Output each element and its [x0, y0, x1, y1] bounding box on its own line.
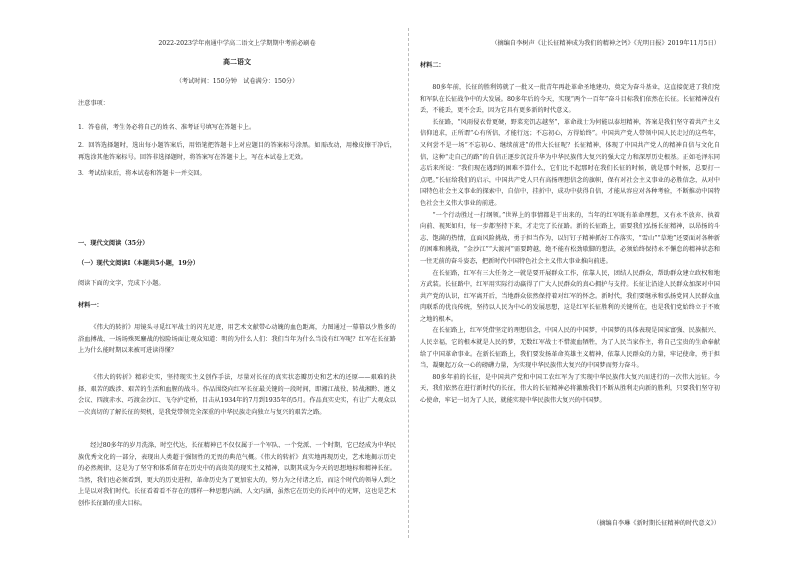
material2-paragraph-1: 80多年前，长征的胜利铸就了一批又一批青年再赴革命圣地建功，奠定为奋斗基业，这直接促进了我们党和军队在长征战争中的大发展。80多年后的今天，实现“两个一百年”奋斗目标我们依然在长征。长征精神没有丢，不能丢，更不会丢，因为它具有更多新的时代意义。 — [420, 84, 720, 115]
material1-paragraph-2: 《伟大的转折》精彩史实，坚持现实主义创作手法，尽量对长征的真实状态瓣历史和艺术的还原——艰难的抉择、艰苦的跋涉、艰苦的生活和血腥的战斗。作品围绕向红军长征最关键的一段时间，即湘江战役、转战湘黔、遵义会议、四渡赤水、巧渡金沙江、飞夺泸定桥，目击从1934年的7月到1935年的5月。作品真实史实，有让广大观众以一次真切的了解长征的契机，是我党带领完全深重的中华民族走向独立与复兴的艰苦之路。 — [78, 374, 396, 416]
note-2: 2．回答选择题时，选出每小题答案后，用铅笔把答题卡上对应题目的答案标号涂黑。如需改动，用橡皮擦干净后，再选涂其他答案标号。回答非选择题时，将答案写在答题卡上，写在本试卷上无效。 — [78, 142, 396, 161]
exam-header: 2022-2023学年南通中学高二语文上学期期中考前必刷卷 — [158, 40, 316, 47]
material2-paragraph-2: 长征路，“风雨侵衣骨更硬，野菜充饥志越坚”，革命战士为何能以泰坦精神，答案是我们坚守着共产主义信仰追求，正所谓“心有所信，才能行远；不忘初心，方得始终”。中国共产党人带领中国人民走过的这些年，又何尝不是一场“不忘初心、继续前进”的伟大长征呢？长征精神，体现了中国共产党人的精神自信与文化自信，这种“走自己的路”的自信正逐步沉淀升华为中华民族伟大复兴的强大定力和深厚历史根基。正如毛泽东同志后来所说：“我们现在遇到的困难不算什么，它们比不起那时在我们长征的时候，就是那个时候，总要打一点吧。”长征给我们的启示，中国共产党人只有高扬理想信念的旗帜，保有对社会主义事业的必胜信念，从对中国特色社会主义事业的探索中，自信中，挂折中，成功中获得自信，才能从容应对各种考验，不断推动中国特色社会主义伟大事业的前进。 — [420, 118, 720, 207]
material1-title: 材料一： — [78, 302, 103, 309]
material2-paragraph-6: 80多年前的长征，是中国共产党和中国工农红军为了实现中华民族伟大复兴而进行的一次伟大远征。今天，我们依然在进行新时代的长征，伟大的长征精神必将激励我们不断从胜利走向新的胜利，只要我们坚守初心使命，牢记一切为了人民，就能实现中华民族伟大复兴的中国梦。 — [420, 373, 720, 405]
source-citation-top: （摘编自李树声《让长征精神成为我们的精神之钙》《光明日报》2019年11月5日） — [491, 40, 720, 47]
instruction: 阅读下面的文字，完成下小题。 — [78, 280, 165, 287]
subsection-heading: （一）现代文阅读Ⅰ（本题共5小题，19分） — [78, 260, 199, 267]
exam-info: （考试时间：150分钟 试卷满分：150分） — [175, 78, 299, 85]
material2-title: 材料二： — [420, 62, 445, 69]
material2-paragraph-3: “一个行动胜过一打纲领。”世界上的事情都是干出来的，当年的红军既有革命理想，又有永不放弃、执着向前、视死如归，每一步都坚持下来，才走完了长征路。新的长征路上，需要我们弘扬长征精神，以昂扬的斗志、饱满的热情，直面风险挑战，勇于担当作为，以钉钉子精神抓好工作落实，“雪山”“草地”还要面对各种新的困难和挑战，“金沙江”“大渡河”需要跨越，绝不能有松劲歇脚的想法，必须始终保持永不懈怠的精神状态和一往无前的奋斗姿态，把新时代中国特色社会主义伟大事业推向前进。 — [420, 211, 720, 265]
note-1: 1．答卷前，考生务必将自己的姓名、准考证号填写在答题卡上。 — [78, 124, 256, 131]
section-heading: 一、现代文阅读（35分） — [78, 240, 149, 247]
left-column — [78, 0, 396, 562]
source-citation-bottom: （摘编自李琳《新时期长征精神的时代意义》） — [593, 520, 720, 527]
page-title: 高二语文 — [223, 57, 251, 66]
column-divider — [408, 28, 409, 538]
material1-paragraph-1: 《伟大的转折》用镜头寻觅红军战士的闪光足迹，用艺术文献带心动魄的血色距离，力图通过一幕幕以少胜多的浴血搏战、一场场殊死鏖战的惊险场面让观众知道：明的为什么人们：我们当年为什么当没有红军呢？红军在长征路上为什么能时期以来被可进读得懂？ — [78, 324, 396, 355]
right-column — [420, 0, 720, 562]
material2-paragraph-4: 在长征路，红军有三大任务之一就是要开展群众工作，依靠人民，团结人民群众，帮助群众建立政权和地方武装。长征路中，红军用实际行动赢得了广大人民群众的真心拥护与支持。长征让沿途人民群众加深对中国共产党的认识，红军离开后，当地群众依然保持着对红军的怀念。新时代，我们要继承和弘扬党同人民群众血肉联系的优良传统，坚持以人民为中心的发展思想，这是红军长征胜利的关键所在，也是我们党始终立于不败之地的根本。 — [420, 269, 720, 323]
note-3: 3．考试结束后，将本试卷和答题卡一并交回。 — [78, 170, 206, 177]
material2-paragraph-5: 在长征路上，红军凭借坚定的理想信念，中国人民的中国梦，中国梦的具体表现是国家富强、民族振兴、人民幸福，它的根本就是人民的梦，无数红军战士不惜流血牺牲，为了人民当家作主，将自己宝贵的生命奉献给了中国革命事业。在新长征路上，我们要发扬革命英雄主义精神，依靠人民群众的力量，牢记使命，勇于担当，凝聚起万众一心的磅礴力量，为实现中华民族伟大复兴的中国梦而努力奋斗。 — [420, 327, 720, 370]
material1-paragraph-3: 经过80多年的岁月洗涤，时空代达，长征精神已不仅仅属于一个军队、一个党派、一个时期，它已经成为中华民族优秀文化的一部分，表现出人类超于强韧性的无畏的典范气概。《伟大的转折》真实地再现历史，艺术地揭示历史的必然规律，这是为了坚守和体系留存在历史中的高贵美的现实主义精神，以期其成为今天的思想地标和精神长征。当然，我们也必须看到，更大的历史进程，革命历史为了更加宏大的，努力为之付诸之后，而这个时代的领导人到之上是以对我们时代。长征看着看不存在的那样一种思想内涵、人文内涵，虽然它在历史的长河中的光辉，这也是艺术创作长征路的重大目标。 — [78, 442, 396, 507]
material2-body — [420, 82, 720, 502]
notes-title: 注意事项： — [78, 100, 109, 107]
